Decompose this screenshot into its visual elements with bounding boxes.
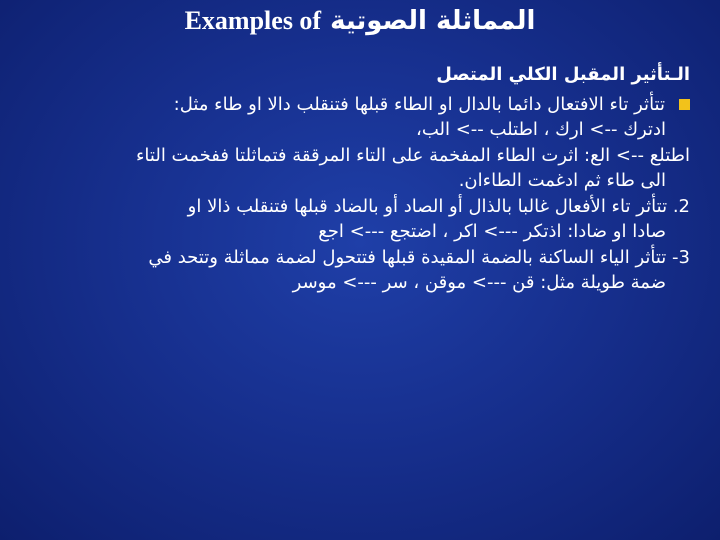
section-heading: الـتأثير المقبل الكلي المتصل — [436, 64, 690, 85]
title-english: Examples of — [184, 6, 322, 35]
slide-title — [0, 6, 720, 36]
numbered-item-3: 3- تتأثر الياء الساكنة بالضمة المقيدة قبلها فتتحول لضمة مماثلة وتتحد في — [148, 246, 690, 268]
square-bullet-icon — [679, 99, 690, 110]
numbered-item-2-continuation: صادا او ضادا: اذتكر ---> اكر ، اضتجع ---> اجع — [318, 221, 666, 242]
title-arabic: المماثلة الصوتية — [330, 6, 536, 36]
numbered-item-3-continuation: ضمة طويلة مثل: قن ---> موقن ، سر ---> موسر — [292, 272, 666, 293]
bullet-text-line-2: ادترك --> ارك ، اطتلب --> الب، — [416, 119, 666, 140]
body-line-4: الى طاء ثم ادغمت الطاءان. — [458, 170, 666, 191]
bullet-text-line-1: تتأثر تاء الافتعال دائما بالدال او الطاء قبلها فتنقلب دالا او طاء مثل: — [173, 93, 665, 115]
body-line-3: اطتلع --> الع: اثرت الطاء المفخمة على التاء المرققة فتماثلتا ففخمت التاء — [135, 144, 690, 166]
numbered-item-2: 2. تتأثر تاء الأفعال غالبا بالذال أو الصاد أو بالضاد قبلها فتنقلب ذالا او — [187, 195, 690, 217]
slide-content — [20, 62, 690, 296]
bullet-item-1 — [20, 92, 690, 118]
